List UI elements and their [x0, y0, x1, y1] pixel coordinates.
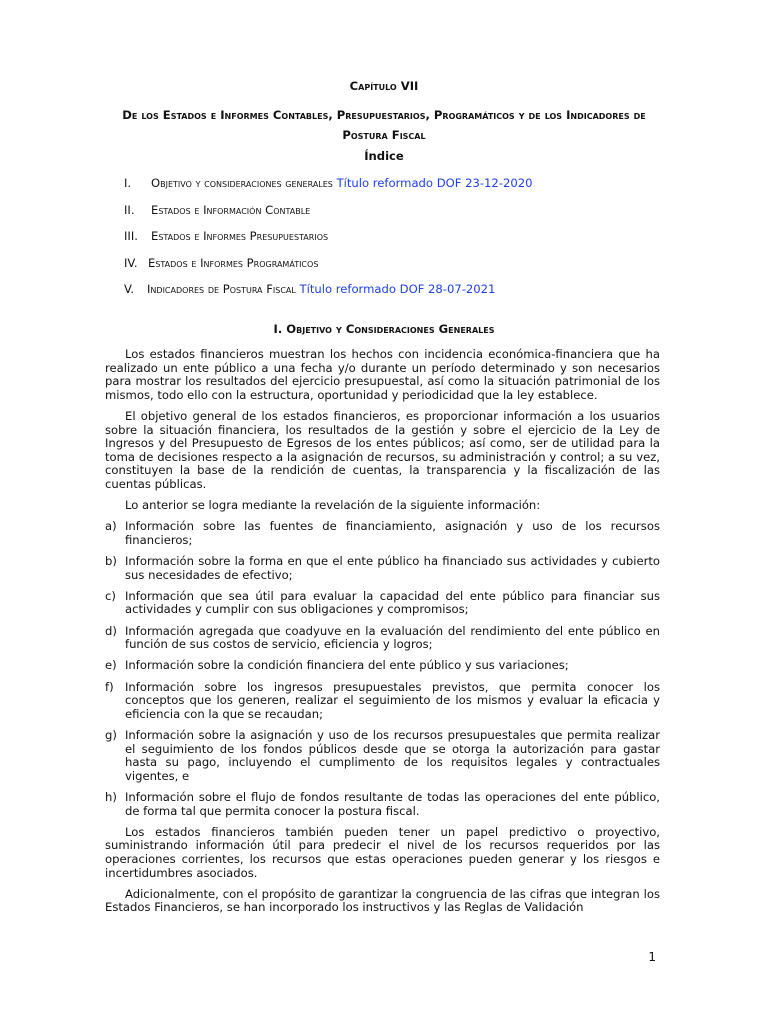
toc-number: I.	[124, 176, 132, 190]
list-letter: c)	[105, 588, 116, 603]
list-text: Información sobre las fuentes de financiamiento, asignación y uso de los recursos financieros;	[125, 519, 660, 547]
toc-item-3	[124, 230, 684, 257]
toc-number: II.	[124, 202, 135, 217]
chapter-title: Capítulo VII	[349, 79, 419, 93]
toc-note: Título reformado DOF 28-07-2021	[295, 282, 496, 296]
list-letter: b)	[105, 554, 117, 569]
list-item	[105, 555, 660, 582]
list-letter: g)	[105, 728, 117, 742]
list-letter: h)	[105, 789, 117, 804]
toc-item-2	[124, 204, 684, 231]
toc-item-5	[124, 283, 684, 310]
toc-item-1	[124, 177, 684, 204]
paragraph: Adicionalmente, con el propósito de garantizar la congruencia de las cifras que integran los Estados Financieros, se han incorporado los instructivos y las Reglas de Validación	[105, 886, 660, 915]
list-text: Información sobre la asignación y uso de los recursos presupuestales que permita realizar el seguimiento de los fondos públicos desde que se otorga la autorización para gastar hasta su pago, incluyendo el cumplimento de los requisitos legales y contractuales vigentes, e	[125, 728, 660, 783]
list-item	[105, 625, 660, 652]
chapter-subtitle: De los Estados e Informes Contables, Presupuestarios, Programáticos y de los Indicadores de Postura Fiscal	[122, 108, 646, 142]
index-title: Índice	[364, 149, 404, 163]
toc-text: Estados e Informes Programáticos	[148, 255, 319, 270]
list-letter: a)	[105, 519, 117, 534]
list-item	[105, 681, 660, 722]
toc-number: V.	[124, 282, 135, 296]
toc-item-4	[124, 257, 684, 284]
toc-number: IV.	[124, 255, 138, 270]
list-item	[105, 659, 660, 673]
toc-number: III.	[124, 229, 138, 243]
list-text: Información sobre los ingresos presupuestales previstos, que permita conocer los conceptos que los generen, realizar el seguimiento de los mismos y evaluar la eficacia y eficiencia con la que se recaudan;	[125, 679, 660, 721]
toc-note: Título reformado DOF 23-12-2020	[332, 176, 533, 190]
paragraph: Los estados financieros también pueden tener un papel predictivo o proyectivo, suministrando información útil para predecir el nivel de los recursos requeridos por las operaciones corrientes, los recursos que estas operaciones pueden generar y los riesgos e incertidumbres asociados.	[105, 824, 660, 880]
list-text: Información que sea útil para evaluar la capacidad del ente público para financiar sus actividades y cumplir con sus obligaciones y compromisos;	[125, 588, 660, 617]
toc-text: Estados e Información Contable	[151, 202, 311, 217]
table-of-contents	[124, 177, 684, 310]
list-item	[105, 590, 660, 617]
paragraph: Lo anterior se logra mediante la revelación de la siguiente información:	[125, 498, 541, 513]
toc-text: Estados e Informes Presupuestarios	[151, 229, 329, 243]
list-text: Información sobre la condición financiera del ente público y sus variaciones;	[125, 658, 569, 673]
section-body	[105, 348, 660, 923]
list-text: Información agregada que coadyuve en la evaluación del rendimiento del ente público en función de sus costos de servicio, eficiencia y logros;	[125, 623, 660, 652]
information-list	[105, 520, 660, 818]
list-text: Información sobre la forma en que el ente público ha financiado sus actividades y cubierto sus necesidades de efectivo;	[125, 554, 660, 582]
list-item	[105, 791, 660, 818]
paragraph: Los estados financieros muestran los hechos con incidencia económica-financiera que ha realizado un ente público a una fecha y/o durante un período determinado y son necesarios para mostrar los resultados del ejercicio presupuestal, así como la situación patrimonial de los mismos, todo ello con la estructura, oportunidad y periodicidad que la ley establece.	[105, 347, 660, 402]
toc-text: Indicadores de Postura Fiscal	[147, 282, 296, 296]
list-text: Información sobre el flujo de fondos resultante de todas las operaciones del ente público, de forma tal que permita conocer la postura fiscal.	[125, 789, 660, 818]
list-item	[105, 729, 660, 783]
page-number: 1	[648, 950, 656, 964]
paragraph: El objetivo general de los estados financieros, es proporcionar información a los usuarios sobre la situación financiera, los resultados de la gestión y sobre el ejercicio de la Ley de Ingresos y del Presupuesto de Egresos de los entes públicos; así como, ser de utilidad para la toma de decisiones respecto a la asignación de recursos, su administración y control; a su vez, constituyen la base de la rendición de cuentas, la transparencia y la fiscalización de las cuentas públicas.	[105, 408, 660, 491]
list-letter: d)	[105, 623, 117, 638]
section-title: I. Objetivo y Consideraciones Generales	[273, 322, 495, 336]
toc-text: Objetivo y consideraciones generales	[151, 176, 333, 190]
list-item	[105, 520, 660, 547]
list-letter: e)	[105, 658, 117, 673]
list-letter: f)	[105, 679, 114, 694]
